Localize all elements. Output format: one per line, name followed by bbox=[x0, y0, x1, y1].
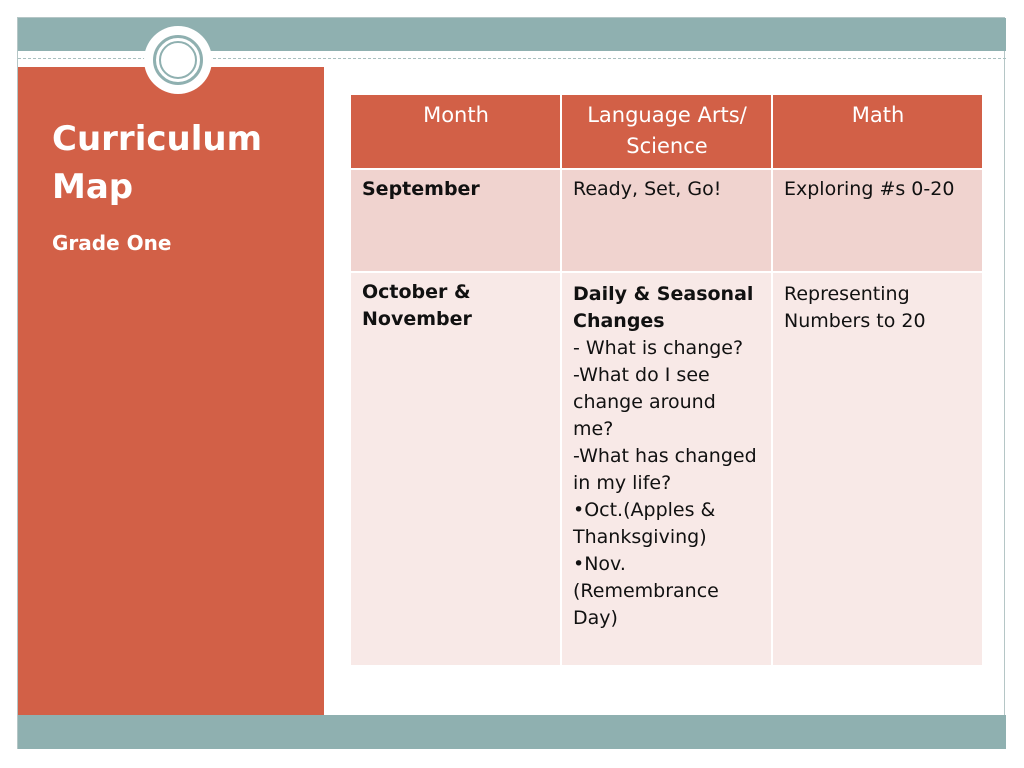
bottom-bar bbox=[18, 715, 1006, 749]
list-item: •Oct.(Apples & Thanksgiving) bbox=[573, 499, 716, 548]
title-line-2: Map bbox=[52, 167, 134, 207]
list-item: •Nov.(Remembrance Day) bbox=[573, 553, 719, 629]
table-header-row bbox=[350, 94, 983, 169]
table-row bbox=[350, 272, 983, 666]
slide-title bbox=[52, 115, 312, 211]
list-item: -What do I see change around me? bbox=[573, 364, 716, 440]
title-line-1: Curriculum bbox=[52, 119, 262, 159]
slide-subtitle: Grade One bbox=[52, 231, 172, 255]
list-item: - What is change? bbox=[573, 337, 744, 359]
header-language-arts-science: Language Arts/ Science bbox=[561, 94, 772, 169]
cell-math: Exploring #s 0-20 bbox=[772, 169, 983, 272]
circle-core-icon bbox=[159, 41, 197, 79]
table-row bbox=[350, 169, 983, 272]
lang-topic-title: Daily & Seasonal Changes bbox=[573, 283, 754, 332]
list-item: -What has changed in my life? bbox=[573, 445, 757, 494]
header-math: Math bbox=[772, 94, 983, 169]
curriculum-table bbox=[349, 93, 984, 667]
cell-language-arts: Ready, Set, Go! bbox=[561, 169, 772, 272]
lang-topic-lines bbox=[573, 335, 761, 632]
cell-math: Representing Numbers to 20 bbox=[772, 272, 983, 666]
cell-language-arts bbox=[561, 272, 772, 666]
cell-month: October & November bbox=[350, 272, 561, 666]
header-month: Month bbox=[350, 94, 561, 169]
cell-month: September bbox=[350, 169, 561, 272]
